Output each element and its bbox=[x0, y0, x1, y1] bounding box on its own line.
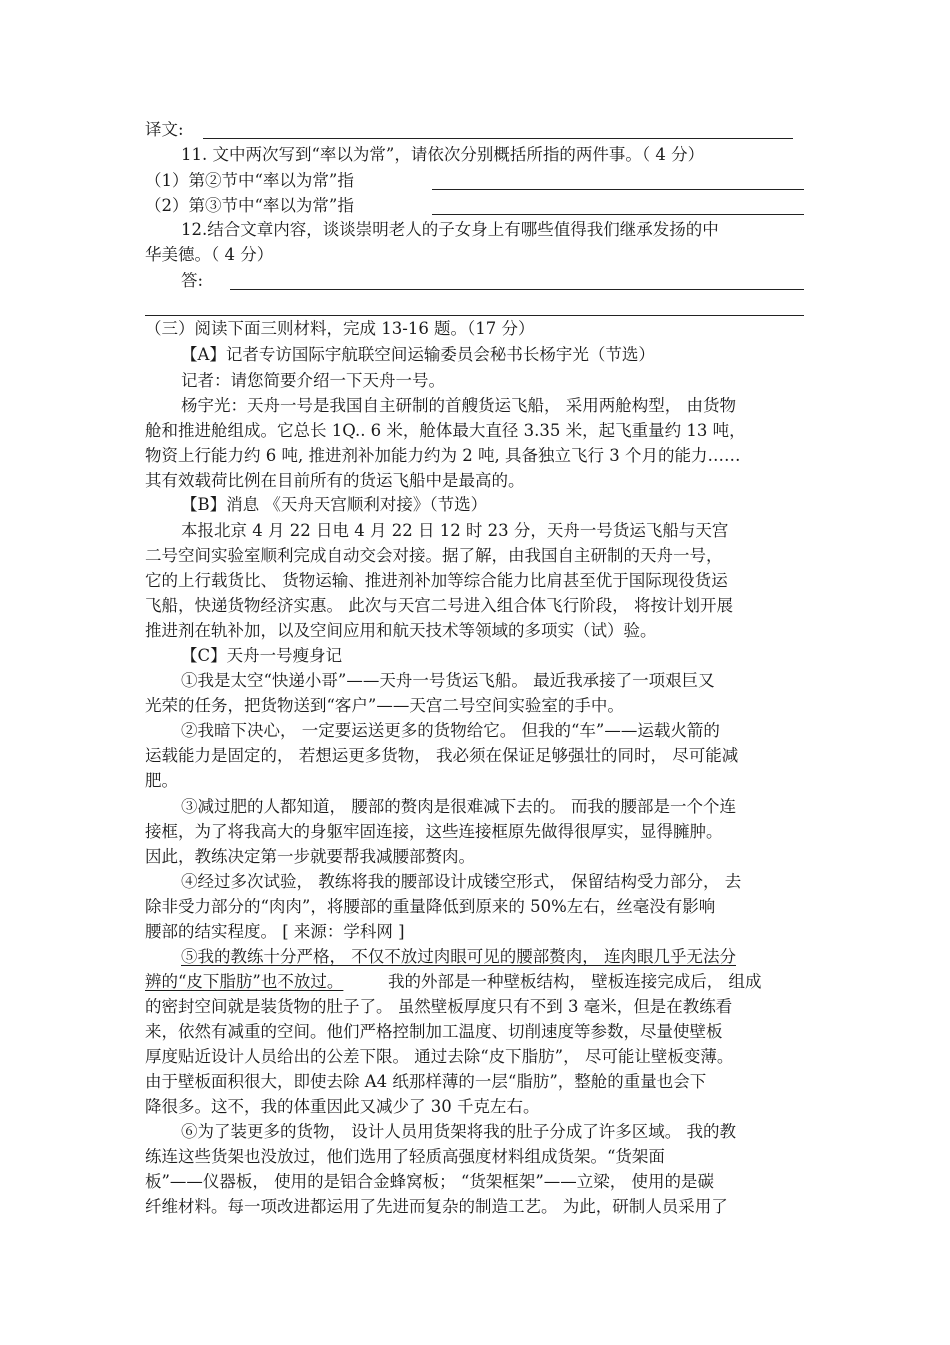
material-c-line: 腰部的结实程度。 [ 来源：学科网 ] bbox=[145, 922, 405, 941]
material-c-line: 板”——仪器板， 使用的是铝合金蜂窝板； “货架框架”——立梁， 使用的是碳 bbox=[145, 1172, 715, 1191]
section-3-heading: （三）阅读下面三则材料，完成 13-16 题。（17 分） bbox=[145, 319, 535, 338]
material-c-line: 接框，为了将我高大的身躯牢固连接，这些连接框原先做得很厚实，显得臃肿。 bbox=[145, 822, 723, 841]
answer-line-12-b[interactable] bbox=[145, 315, 804, 316]
material-b-title: 【B】消息 《天舟天宫顺利对接》（节选） bbox=[181, 495, 488, 514]
question-12-line-1: 12.结合文章内容，谈谈崇明老人的子女身上有哪些值得我们继承发扬的中 bbox=[181, 220, 719, 239]
material-c-line: ①我是太空“快递小哥”——天舟一号货运飞船。 最近我承接了一项艰巨又 bbox=[181, 671, 715, 690]
material-c-line: 运载能力是固定的， 若想运更多货物， 我必须在保证足够强壮的同时， 尽可能减 bbox=[145, 746, 739, 765]
material-c-line: ④经过多次试验， 教练将我的腰部设计成镂空形式， 保留结构受力部分， 去 bbox=[181, 872, 742, 891]
material-a-line: 记者：请您简要介绍一下天舟一号。 bbox=[181, 371, 445, 390]
question-12-line-2: 华美德。（ 4 分） bbox=[145, 245, 274, 264]
material-b-line: 它的上行载货比、 货物运输、推进剂补加等综合能力比肩甚至优于国际现役货运 bbox=[145, 571, 728, 590]
material-c-line: ⑥为了装更多的货物， 设计人员用货架将我的肚子分成了许多区域。 我的教 bbox=[181, 1122, 736, 1141]
question-11-part-2: （2）第③节中“率以为常”指 bbox=[145, 196, 354, 215]
answer-line-11-2[interactable] bbox=[432, 214, 804, 215]
material-c-line: 来，依然有减重的空间。他们严格控制加工温度、切削速度等参数，尽量使壁板 bbox=[145, 1022, 723, 1041]
material-c-line: ③减过肥的人都知道， 腰部的赘肉是很难减下去的。 而我的腰部是一个个连 bbox=[181, 797, 736, 816]
answer-line-11-1[interactable] bbox=[432, 189, 804, 190]
material-b-line: 推进剂在轨补加，以及空间应用和航天技术等领域的多项实（试）验。 bbox=[145, 621, 657, 640]
material-c-title: 【C】天舟一号瘦身记 bbox=[181, 646, 343, 665]
material-c-line: 降很多。这不，我的体重因此又减少了 30 千克左右。 bbox=[145, 1097, 540, 1116]
translation-answer-line[interactable] bbox=[203, 138, 793, 139]
material-a-title: 【A】记者专访国际宇航联空间运输委员会秘书长杨宇光（节选） bbox=[181, 345, 655, 364]
material-b-line: 本报北京 4 月 22 日电 4 月 22 日 12 时 23 分，天舟一号货运飞船与天宫 bbox=[181, 521, 729, 540]
material-c-line: 厚度贴近设计人员给出的公差下限。 通过去除“皮下脂肪”， 尽可能让壁板变薄。 bbox=[145, 1047, 734, 1066]
material-b-line: 二号空间实验室顺利完成自动交会对接。据了解，由我国自主研制的天舟一号， bbox=[145, 546, 723, 565]
material-a-line: 杨宇光：天舟一号是我国自主研制的首艘货运飞船， 采用两舱构型， 由货物 bbox=[181, 396, 736, 415]
translation-label: 译文: bbox=[145, 120, 184, 139]
question-11: 11. 文中两次写到“率以为常”，请依次分别概括所指的两件事。（ 4 分） bbox=[181, 145, 705, 164]
material-c-line: 纤维材料。每一项改进都运用了先进而复杂的制造工艺。 为此，研制人员采用了 bbox=[145, 1197, 728, 1216]
material-c-underlined-line: 辨的“皮下脂肪”也不放过。 bbox=[145, 972, 344, 991]
answer-line-12-a[interactable] bbox=[230, 289, 804, 290]
material-c-line: 肥。 bbox=[145, 771, 178, 790]
material-a-line: 舱和推进舱组成。它总长 1Q.. 6 米，舱体最大直径 3.35 米，起飞重量约 13 吨， bbox=[145, 421, 746, 440]
material-c-underlined-line: ⑤我的教练十分严格， 不仅不放过肉眼可见的腰部赘肉， 连肉眼几乎无法分 bbox=[181, 947, 736, 966]
material-c-line: ②我暗下决心， 一定要运送更多的货物给它。 但我的“车”——运载火箭的 bbox=[181, 721, 720, 740]
material-c-line: 由于壁板面积很大，即使去除 A4 纸那样薄的一层“脂肪”，整舱的重量也会下 bbox=[145, 1072, 707, 1091]
material-a-line: 物资上行能力约 6 吨, 推进剂补加能力约为 2 吨, 具备独立飞行 3 个月的能力…… bbox=[145, 446, 741, 465]
material-c-line: 的密封空间就是装货物的肚子了。 虽然壁板厚度只有不到 3 毫米，但是在教练看 bbox=[145, 997, 733, 1016]
material-c-line: 光荣的任务，把货物送到“客户”——天宫二号空间实验室的手中。 bbox=[145, 696, 624, 715]
answer-label: 答: bbox=[181, 271, 204, 290]
material-c-line: 练连这些货架也没放过，他们选用了轻质高强度材料组成货架。“货架面 bbox=[145, 1147, 665, 1166]
material-b-line: 飞船，快递货物经济实惠。 此次与天宫二号进入组合体飞行阶段， 将按计划开展 bbox=[145, 596, 733, 615]
material-c-line: 我的外部是一种壁板结构， 壁板连接完成后， 组成 bbox=[388, 972, 762, 991]
material-c-line: 除非受力部分的“肉肉”，将腰部的重量降低到原来的 50%左右，丝毫没有影响 bbox=[145, 897, 716, 916]
material-c-line: 因此，教练决定第一步就要帮我减腰部赘肉。 bbox=[145, 847, 475, 866]
material-a-line: 其有效载荷比例在目前所有的货运飞船中是最高的。 bbox=[145, 471, 525, 490]
question-11-part-1: （1）第②节中“率以为常”指 bbox=[145, 171, 354, 190]
